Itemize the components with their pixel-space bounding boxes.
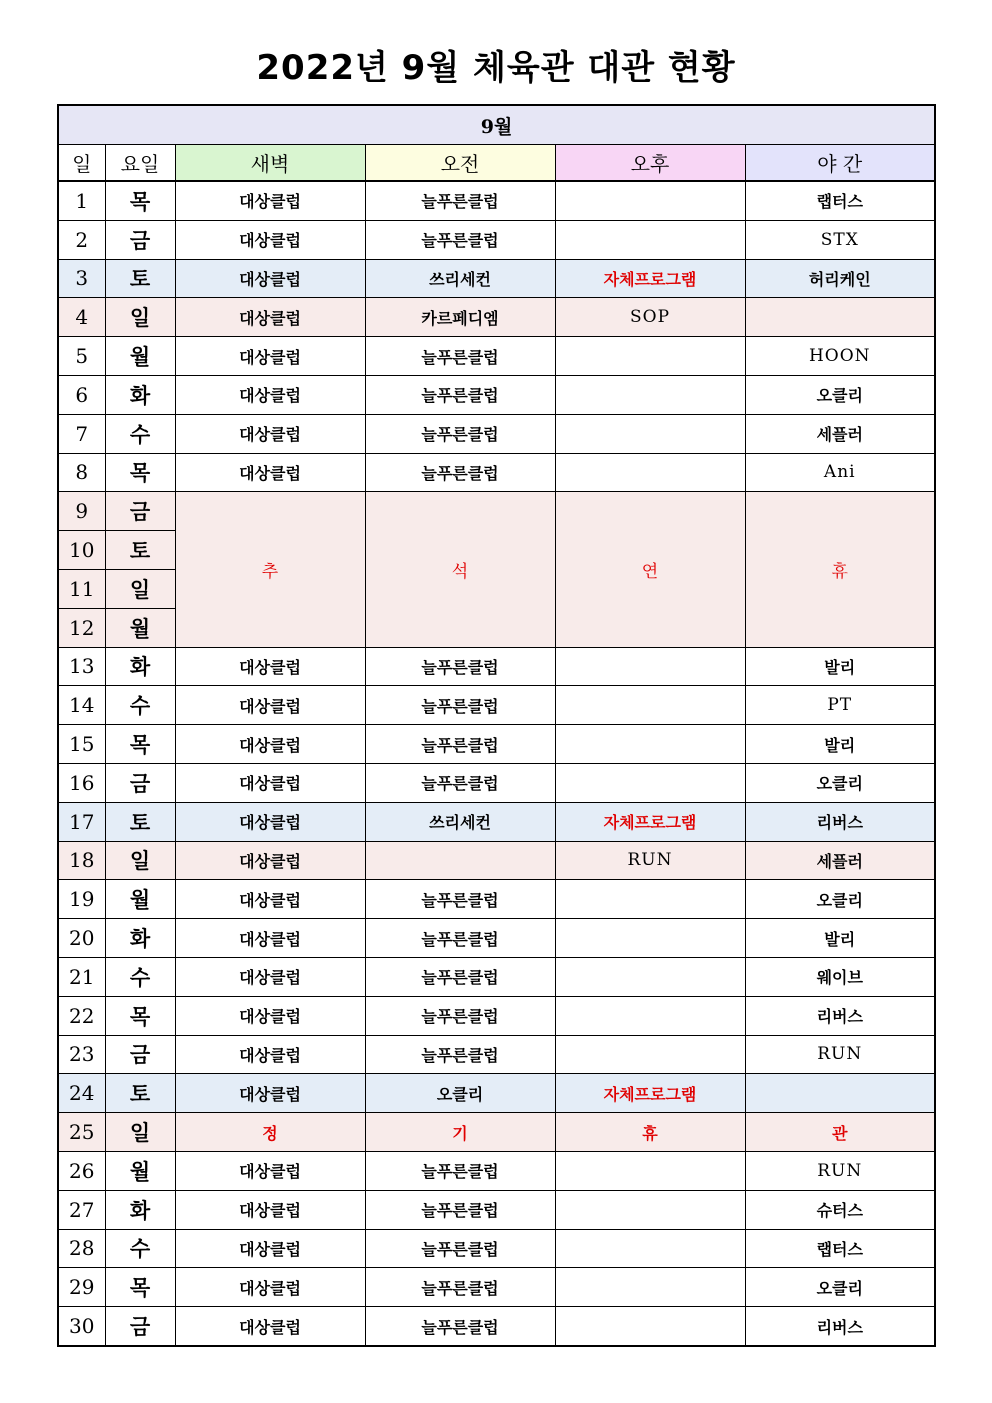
- weekday-cell: 금: [105, 1035, 175, 1074]
- weekday-cell: 수: [105, 957, 175, 996]
- saebyeok-cell: 대상클럽: [175, 1268, 365, 1307]
- yagan-cell: PT: [745, 686, 935, 725]
- holiday-saebyeok-cell: 추: [175, 492, 365, 647]
- table-row: [58, 492, 935, 531]
- weekday-cell: 목: [105, 725, 175, 764]
- ojeon-cell: 늘푸른클럽: [365, 453, 555, 492]
- day-cell: 23: [58, 1035, 105, 1074]
- weekday-cell: 금: [105, 492, 175, 531]
- yagan-cell: 허리케인: [745, 259, 935, 298]
- header-yagan: 야 간: [745, 145, 935, 182]
- yagan-cell: 오클리: [745, 375, 935, 414]
- weekday-cell: 목: [105, 453, 175, 492]
- saebyeok-cell: 대상클럽: [175, 802, 365, 841]
- day-cell: 30: [58, 1307, 105, 1346]
- saebyeok-cell: 대상클럽: [175, 414, 365, 453]
- day-cell: 26: [58, 1151, 105, 1190]
- table-row: [58, 453, 935, 492]
- saebyeok-cell: 정: [175, 1113, 365, 1152]
- weekday-cell: 화: [105, 919, 175, 958]
- saebyeok-cell: 대상클럽: [175, 725, 365, 764]
- ojeon-cell: 쓰리세컨: [365, 259, 555, 298]
- saebyeok-cell: 대상클럽: [175, 181, 365, 220]
- ohu-cell: [555, 880, 745, 919]
- ojeon-cell: 늘푸른클럽: [365, 1035, 555, 1074]
- yagan-cell: [745, 1074, 935, 1113]
- day-cell: 15: [58, 725, 105, 764]
- day-cell: 12: [58, 608, 105, 647]
- yagan-cell: 발리: [745, 725, 935, 764]
- weekday-cell: 일: [105, 841, 175, 880]
- weekday-cell: 수: [105, 1229, 175, 1268]
- yagan-cell: RUN: [745, 1035, 935, 1074]
- yagan-cell: 랩터스: [745, 1229, 935, 1268]
- ohu-cell: [555, 1190, 745, 1229]
- ohu-cell: [555, 1035, 745, 1074]
- header-dow: 요일: [105, 145, 175, 182]
- holiday-yagan-cell: 휴: [745, 492, 935, 647]
- ohu-cell: [555, 414, 745, 453]
- ojeon-cell: 늘푸른클럽: [365, 337, 555, 376]
- ojeon-cell: 늘푸른클럽: [365, 919, 555, 958]
- table-row: [58, 1229, 935, 1268]
- yagan-cell: 세플러: [745, 414, 935, 453]
- ohu-cell: 자체프로그램: [555, 802, 745, 841]
- day-cell: 2: [58, 220, 105, 259]
- saebyeok-cell: 대상클럽: [175, 919, 365, 958]
- table-row: [58, 1190, 935, 1229]
- saebyeok-cell: 대상클럽: [175, 1035, 365, 1074]
- yagan-cell: 슈터스: [745, 1190, 935, 1229]
- saebyeok-cell: 대상클럽: [175, 1074, 365, 1113]
- day-cell: 16: [58, 763, 105, 802]
- ohu-cell: [555, 1229, 745, 1268]
- day-cell: 25: [58, 1113, 105, 1152]
- yagan-cell: 오클리: [745, 763, 935, 802]
- ojeon-cell: 늘푸른클럽: [365, 414, 555, 453]
- ojeon-cell: 오클리: [365, 1074, 555, 1113]
- ojeon-cell: [365, 841, 555, 880]
- saebyeok-cell: 대상클럽: [175, 259, 365, 298]
- yagan-cell: 랩터스: [745, 181, 935, 220]
- yagan-cell: 발리: [745, 919, 935, 958]
- ohu-cell: 자체프로그램: [555, 259, 745, 298]
- yagan-cell: 세플러: [745, 841, 935, 880]
- saebyeok-cell: 대상클럽: [175, 1151, 365, 1190]
- ohu-cell: SOP: [555, 298, 745, 337]
- ohu-cell: [555, 996, 745, 1035]
- ohu-cell: [555, 1268, 745, 1307]
- table-row: [58, 919, 935, 958]
- yagan-cell: [745, 298, 935, 337]
- saebyeok-cell: 대상클럽: [175, 647, 365, 686]
- saebyeok-cell: 대상클럽: [175, 298, 365, 337]
- ojeon-cell: 늘푸른클럽: [365, 220, 555, 259]
- ohu-cell: [555, 919, 745, 958]
- weekday-cell: 월: [105, 608, 175, 647]
- table-row: [58, 957, 935, 996]
- header-saebyeok: 새벽: [175, 145, 365, 182]
- table-row: [58, 414, 935, 453]
- rental-schedule-table: [57, 104, 936, 1347]
- ohu-cell: [555, 181, 745, 220]
- table-row: [58, 1074, 935, 1113]
- ohu-cell: [555, 686, 745, 725]
- saebyeok-cell: 대상클럽: [175, 686, 365, 725]
- table-row: [58, 996, 935, 1035]
- weekday-cell: 목: [105, 181, 175, 220]
- table-row: [58, 1307, 935, 1346]
- weekday-cell: 목: [105, 996, 175, 1035]
- table-row: [58, 1268, 935, 1307]
- month-row: [58, 105, 935, 145]
- weekday-cell: 일: [105, 298, 175, 337]
- ohu-cell: [555, 1307, 745, 1346]
- weekday-cell: 금: [105, 220, 175, 259]
- day-cell: 7: [58, 414, 105, 453]
- saebyeok-cell: 대상클럽: [175, 375, 365, 414]
- day-cell: 28: [58, 1229, 105, 1268]
- day-cell: 24: [58, 1074, 105, 1113]
- ohu-cell: [555, 1151, 745, 1190]
- table-row: [58, 1151, 935, 1190]
- yagan-cell: 리버스: [745, 802, 935, 841]
- ojeon-cell: 늘푸른클럽: [365, 725, 555, 764]
- weekday-cell: 금: [105, 1307, 175, 1346]
- ohu-cell: [555, 957, 745, 996]
- header-ohu: 오후: [555, 145, 745, 182]
- ojeon-cell: 늘푸른클럽: [365, 375, 555, 414]
- table-row: [58, 686, 935, 725]
- table-row: [58, 763, 935, 802]
- ohu-cell: [555, 337, 745, 376]
- saebyeok-cell: 대상클럽: [175, 957, 365, 996]
- ohu-cell: [555, 453, 745, 492]
- ohu-cell: 휴: [555, 1113, 745, 1152]
- day-cell: 14: [58, 686, 105, 725]
- weekday-cell: 월: [105, 880, 175, 919]
- ohu-cell: [555, 375, 745, 414]
- day-cell: 11: [58, 569, 105, 608]
- ojeon-cell: 늘푸른클럽: [365, 1268, 555, 1307]
- day-cell: 19: [58, 880, 105, 919]
- weekday-cell: 월: [105, 337, 175, 376]
- yagan-cell: HOON: [745, 337, 935, 376]
- weekday-cell: 토: [105, 802, 175, 841]
- ojeon-cell: 늘푸른클럽: [365, 181, 555, 220]
- ohu-cell: [555, 725, 745, 764]
- weekday-cell: 수: [105, 686, 175, 725]
- day-cell: 5: [58, 337, 105, 376]
- day-cell: 13: [58, 647, 105, 686]
- ohu-cell: [555, 220, 745, 259]
- ojeon-cell: 늘푸른클럽: [365, 957, 555, 996]
- table-row: [58, 725, 935, 764]
- table-row: [58, 298, 935, 337]
- ohu-cell: [555, 763, 745, 802]
- day-cell: 17: [58, 802, 105, 841]
- ojeon-cell: 기: [365, 1113, 555, 1152]
- yagan-cell: 리버스: [745, 1307, 935, 1346]
- ojeon-cell: 늘푸른클럽: [365, 647, 555, 686]
- day-cell: 21: [58, 957, 105, 996]
- table-row: [58, 259, 935, 298]
- table-row: [58, 220, 935, 259]
- header-day: 일: [58, 145, 105, 182]
- weekday-cell: 토: [105, 1074, 175, 1113]
- saebyeok-cell: 대상클럽: [175, 1190, 365, 1229]
- saebyeok-cell: 대상클럽: [175, 337, 365, 376]
- table-row: [58, 375, 935, 414]
- ohu-cell: [555, 647, 745, 686]
- table-row: [58, 802, 935, 841]
- ojeon-cell: 늘푸른클럽: [365, 880, 555, 919]
- saebyeok-cell: 대상클럽: [175, 1229, 365, 1268]
- saebyeok-cell: 대상클럽: [175, 841, 365, 880]
- weekday-cell: 화: [105, 1190, 175, 1229]
- ojeon-cell: 늘푸른클럽: [365, 686, 555, 725]
- ojeon-cell: 늘푸른클럽: [365, 996, 555, 1035]
- saebyeok-cell: 대상클럽: [175, 1307, 365, 1346]
- day-cell: 1: [58, 181, 105, 220]
- saebyeok-cell: 대상클럽: [175, 220, 365, 259]
- yagan-cell: 웨이브: [745, 957, 935, 996]
- ojeon-cell: 늘푸른클럽: [365, 1229, 555, 1268]
- ohu-cell: 자체프로그램: [555, 1074, 745, 1113]
- yagan-cell: RUN: [745, 1151, 935, 1190]
- table-row: [58, 647, 935, 686]
- ojeon-cell: 늘푸른클럽: [365, 763, 555, 802]
- day-cell: 27: [58, 1190, 105, 1229]
- table-row: [58, 880, 935, 919]
- saebyeok-cell: 대상클럽: [175, 880, 365, 919]
- day-cell: 4: [58, 298, 105, 337]
- day-cell: 3: [58, 259, 105, 298]
- day-cell: 22: [58, 996, 105, 1035]
- ojeon-cell: 카르페디엠: [365, 298, 555, 337]
- page-title: 2022년 9월 체육관 대관 현황: [256, 48, 736, 88]
- day-cell: 10: [58, 531, 105, 570]
- weekday-cell: 금: [105, 763, 175, 802]
- day-cell: 8: [58, 453, 105, 492]
- weekday-cell: 화: [105, 375, 175, 414]
- ojeon-cell: 쓰리세컨: [365, 802, 555, 841]
- yagan-cell: 오클리: [745, 880, 935, 919]
- month-label: 9월: [58, 105, 935, 145]
- holiday-ojeon-cell: 석: [365, 492, 555, 647]
- ojeon-cell: 늘푸른클럽: [365, 1307, 555, 1346]
- yagan-cell: 리버스: [745, 996, 935, 1035]
- saebyeok-cell: 대상클럽: [175, 763, 365, 802]
- yagan-cell: 관: [745, 1113, 935, 1152]
- table-row: [58, 337, 935, 376]
- day-cell: 20: [58, 919, 105, 958]
- table-row: [58, 181, 935, 220]
- weekday-cell: 월: [105, 1151, 175, 1190]
- saebyeok-cell: 대상클럽: [175, 996, 365, 1035]
- yagan-cell: 발리: [745, 647, 935, 686]
- day-cell: 29: [58, 1268, 105, 1307]
- holiday-ohu-cell: 연: [555, 492, 745, 647]
- saebyeok-cell: 대상클럽: [175, 453, 365, 492]
- table-row: [58, 841, 935, 880]
- ojeon-cell: 늘푸른클럽: [365, 1151, 555, 1190]
- weekday-cell: 목: [105, 1268, 175, 1307]
- weekday-cell: 일: [105, 569, 175, 608]
- yagan-cell: 오클리: [745, 1268, 935, 1307]
- weekday-cell: 수: [105, 414, 175, 453]
- ohu-cell: RUN: [555, 841, 745, 880]
- ojeon-cell: 늘푸른클럽: [365, 1190, 555, 1229]
- day-cell: 6: [58, 375, 105, 414]
- day-cell: 9: [58, 492, 105, 531]
- header-ojeon: 오전: [365, 145, 555, 182]
- header-row: [58, 145, 935, 182]
- table-row: [58, 1113, 935, 1152]
- yagan-cell: Ani: [745, 453, 935, 492]
- weekday-cell: 토: [105, 259, 175, 298]
- yagan-cell: STX: [745, 220, 935, 259]
- table-row: [58, 1035, 935, 1074]
- weekday-cell: 일: [105, 1113, 175, 1152]
- weekday-cell: 토: [105, 531, 175, 570]
- day-cell: 18: [58, 841, 105, 880]
- weekday-cell: 화: [105, 647, 175, 686]
